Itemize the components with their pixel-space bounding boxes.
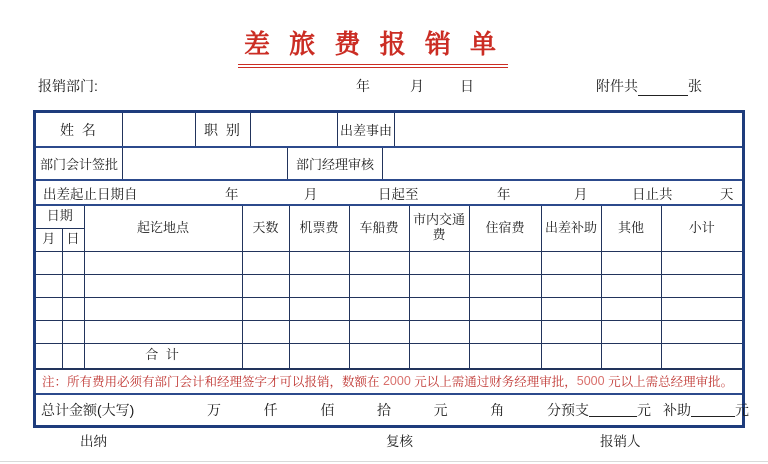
expense-cell[interactable] bbox=[541, 320, 601, 343]
expense-cell[interactable] bbox=[62, 297, 84, 320]
expense-cell[interactable] bbox=[62, 320, 84, 343]
advance-label: 预支 bbox=[561, 402, 589, 418]
expense-cell[interactable] bbox=[541, 297, 601, 320]
unit-shi: 拾 bbox=[376, 402, 391, 418]
dept-label: 报销部门: bbox=[38, 78, 98, 94]
expense-row bbox=[36, 320, 742, 343]
month-label: 月 bbox=[410, 78, 424, 94]
reviewer-label: 复核 bbox=[386, 434, 413, 449]
grid-header-row-1 bbox=[36, 206, 742, 228]
expense-cell[interactable] bbox=[242, 274, 289, 297]
total-cell[interactable] bbox=[242, 343, 289, 368]
total-cell[interactable] bbox=[601, 343, 661, 368]
manager-sign-cell[interactable] bbox=[383, 148, 742, 179]
position-input-cell[interactable] bbox=[251, 113, 338, 146]
summary-row bbox=[36, 395, 749, 426]
advance-unit: 元 bbox=[637, 402, 651, 418]
total-cell[interactable] bbox=[469, 343, 541, 368]
expense-cell[interactable] bbox=[289, 274, 349, 297]
col-city-transport: 市内交通费 bbox=[409, 206, 469, 251]
year-label: 年 bbox=[356, 78, 370, 94]
signature-footer bbox=[0, 430, 768, 452]
row-identity bbox=[36, 113, 742, 148]
expense-cell[interactable] bbox=[62, 251, 84, 274]
expense-cell[interactable] bbox=[409, 297, 469, 320]
expense-cell[interactable] bbox=[84, 320, 242, 343]
expense-cell[interactable] bbox=[62, 274, 84, 297]
col-other: 其他 bbox=[601, 206, 661, 251]
note-amount-2: 5000 bbox=[576, 374, 605, 388]
advance-subsidy bbox=[561, 400, 749, 420]
attachment-label bbox=[596, 76, 702, 96]
note-text-3: 元以上需总经理审批。 bbox=[604, 375, 734, 389]
expense-grid bbox=[36, 206, 742, 369]
note-text-1: 注：所有费用必须有部门会计和经理签字才可以报销，数额在 bbox=[42, 375, 383, 389]
total-cell[interactable] bbox=[661, 343, 742, 368]
unit-bai: 佰 bbox=[320, 402, 335, 418]
expense-cell[interactable] bbox=[469, 274, 541, 297]
unit-fen: 分 bbox=[546, 402, 561, 418]
expense-cell[interactable] bbox=[541, 251, 601, 274]
trip-year2: 年 bbox=[497, 186, 511, 202]
expense-cell[interactable] bbox=[661, 297, 742, 320]
expense-cell[interactable] bbox=[469, 320, 541, 343]
total-cell[interactable] bbox=[541, 343, 601, 368]
expense-cell[interactable] bbox=[661, 274, 742, 297]
total-cell[interactable] bbox=[409, 343, 469, 368]
page-title: 差 旅 费 报 销 单 bbox=[238, 24, 508, 68]
total-cell[interactable] bbox=[349, 343, 409, 368]
expense-cell[interactable] bbox=[541, 274, 601, 297]
trip-from-to: 日起至 bbox=[378, 186, 419, 202]
expense-cell[interactable] bbox=[289, 297, 349, 320]
expense-cell[interactable] bbox=[661, 320, 742, 343]
expense-cell[interactable] bbox=[36, 297, 62, 320]
expense-cell[interactable] bbox=[409, 251, 469, 274]
expense-cell[interactable] bbox=[36, 251, 62, 274]
expense-cell[interactable] bbox=[349, 274, 409, 297]
col-lodging: 住宿费 bbox=[469, 206, 541, 251]
unit-jiao: 角 bbox=[490, 402, 505, 418]
row-trip-period bbox=[36, 181, 742, 206]
reason-label: 出差事由 bbox=[338, 113, 395, 146]
expense-cell[interactable] bbox=[36, 320, 62, 343]
day-label: 日 bbox=[460, 78, 474, 94]
expense-cell[interactable] bbox=[84, 251, 242, 274]
subsidy-label: 补助 bbox=[663, 402, 691, 418]
trip-until: 日止共 bbox=[632, 186, 673, 202]
note-amount-1: 2000 bbox=[382, 374, 411, 388]
expense-cell[interactable] bbox=[36, 274, 62, 297]
advance-blank[interactable] bbox=[589, 403, 637, 417]
subsidy-blank[interactable] bbox=[691, 403, 735, 417]
total-cell[interactable] bbox=[289, 343, 349, 368]
name-input-cell[interactable] bbox=[123, 113, 196, 146]
accountant-label: 部门会计签批 bbox=[36, 148, 123, 179]
expense-cell[interactable] bbox=[469, 297, 541, 320]
manager-label: 部门经理审核 bbox=[288, 148, 383, 179]
expense-cell[interactable] bbox=[661, 251, 742, 274]
expense-cell[interactable] bbox=[349, 251, 409, 274]
name-label: 姓 名 bbox=[36, 113, 123, 146]
total-label: 合 计 bbox=[84, 343, 242, 368]
form-table bbox=[33, 110, 749, 428]
reason-input-cell[interactable] bbox=[395, 113, 742, 146]
expense-cell[interactable] bbox=[84, 274, 242, 297]
col-airfare: 机票费 bbox=[289, 206, 349, 251]
expense-cell[interactable] bbox=[289, 320, 349, 343]
expense-row bbox=[36, 274, 742, 297]
attachment-count-blank[interactable] bbox=[638, 82, 688, 96]
row-approvals bbox=[36, 148, 742, 181]
accountant-sign-cell[interactable] bbox=[123, 148, 288, 179]
subsidy-unit: 元 bbox=[735, 402, 749, 418]
expense-cell[interactable] bbox=[601, 251, 661, 274]
trip-year1: 年 bbox=[225, 186, 239, 202]
col-transport-fare: 车船费 bbox=[349, 206, 409, 251]
expense-cell[interactable] bbox=[601, 297, 661, 320]
trip-month2: 月 bbox=[574, 186, 588, 202]
expense-row bbox=[36, 251, 742, 274]
expense-cell[interactable] bbox=[62, 343, 84, 368]
col-days: 天数 bbox=[242, 206, 289, 251]
note-text-2: 元以上需通过财务经理审批， bbox=[410, 375, 577, 389]
col-allowance: 出差补助 bbox=[541, 206, 601, 251]
expense-cell[interactable] bbox=[409, 274, 469, 297]
col-route: 起讫地点 bbox=[84, 206, 242, 251]
trip-month1: 月 bbox=[304, 186, 318, 202]
trip-days-unit: 天 bbox=[720, 186, 734, 202]
unit-yuan: 元 bbox=[433, 402, 448, 418]
trip-prefix: 出差起止日期自 bbox=[43, 186, 138, 202]
attachment-suffix: 张 bbox=[688, 78, 702, 94]
expense-cell[interactable] bbox=[242, 297, 289, 320]
expense-cell[interactable] bbox=[601, 320, 661, 343]
unit-qian: 仟 bbox=[263, 402, 278, 418]
expense-row bbox=[36, 297, 742, 320]
dept-line bbox=[0, 76, 768, 98]
expense-cell[interactable] bbox=[469, 251, 541, 274]
bottom-divider bbox=[0, 461, 768, 462]
expense-cell[interactable] bbox=[409, 320, 469, 343]
unit-wan: 万 bbox=[207, 402, 221, 418]
expense-cell[interactable] bbox=[242, 320, 289, 343]
claimant-label: 报销人 bbox=[600, 434, 641, 449]
position-label: 职 别 bbox=[196, 113, 251, 146]
note-row bbox=[36, 369, 742, 395]
day-subcol: 日 bbox=[62, 228, 84, 251]
expense-cell[interactable] bbox=[349, 320, 409, 343]
expense-cell[interactable] bbox=[349, 297, 409, 320]
summary-total-label: 总计金额(大写) bbox=[41, 402, 135, 418]
attachment-prefix: 附件共 bbox=[596, 78, 638, 94]
expense-cell[interactable] bbox=[84, 297, 242, 320]
form-title-wrap bbox=[0, 24, 768, 68]
cashier-label: 出纳 bbox=[80, 434, 107, 449]
col-subtotal: 小计 bbox=[661, 206, 742, 251]
total-row bbox=[36, 343, 742, 368]
expense-cell[interactable] bbox=[36, 343, 62, 368]
amount-units bbox=[169, 400, 561, 420]
expense-cell[interactable] bbox=[289, 251, 349, 274]
expense-cell[interactable] bbox=[242, 251, 289, 274]
month-subcol: 月 bbox=[36, 228, 62, 251]
date-header: 日期 bbox=[36, 206, 84, 228]
expense-cell[interactable] bbox=[601, 274, 661, 297]
